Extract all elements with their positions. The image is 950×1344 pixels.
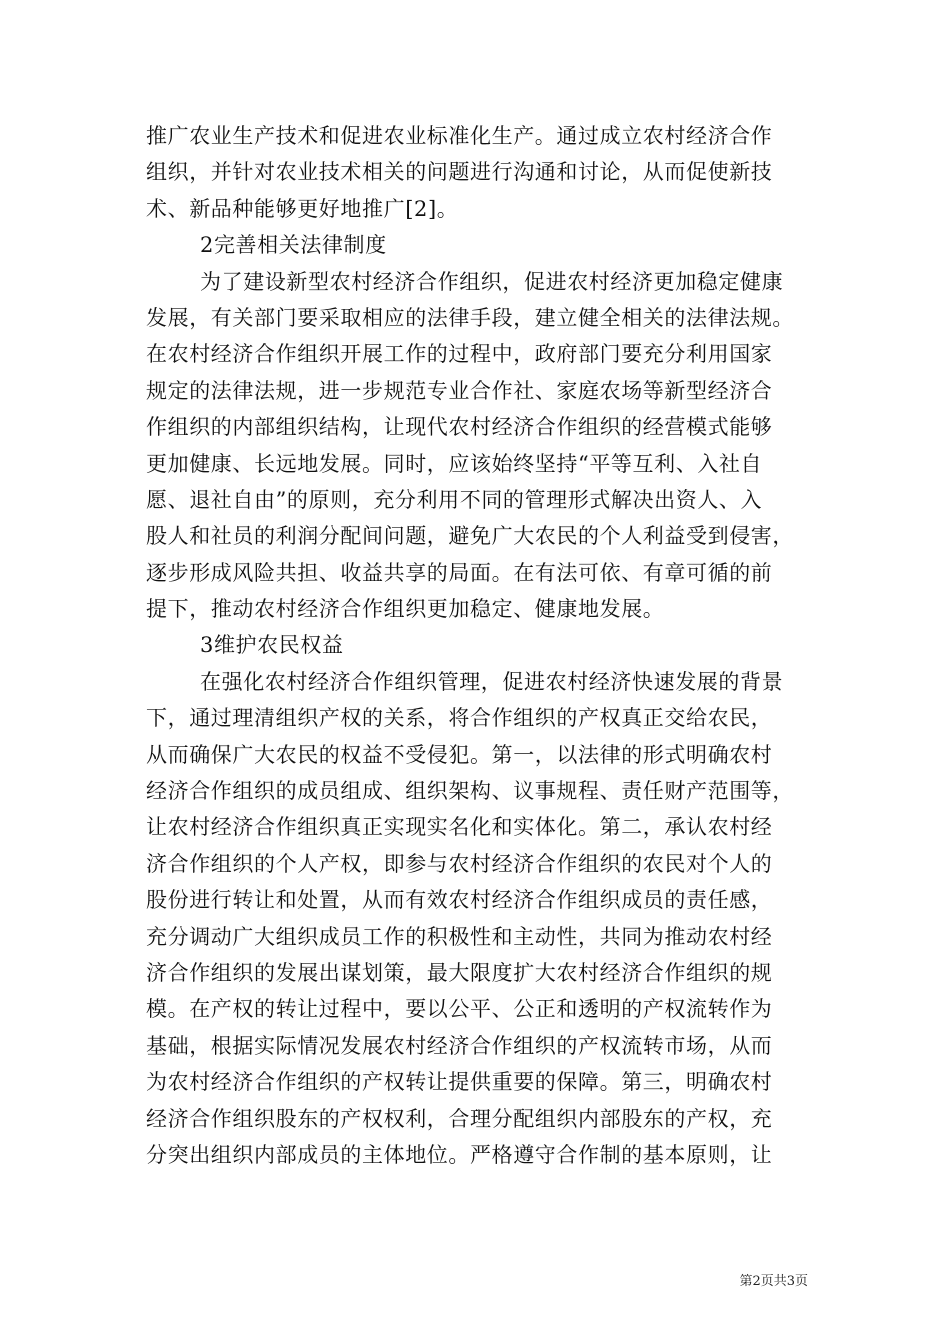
text-line: 从而确保广大农民的权益不受侵犯。第一，以法律的形式明确农村 [146, 742, 773, 767]
text-line: 股份进行转让和处置，从而有效农村经济合作组织成员的责任感， [146, 888, 773, 913]
text-line: 分突出组织内部成员的主体地位。严格遵守合作制的基本原则，让 [146, 1142, 773, 1167]
page-number-footer: 第2页共3页 [739, 1274, 808, 1289]
text-line: 经济合作组织股东的产权权利，合理分配组织内部股东的产权，充 [146, 1106, 773, 1131]
text-line: 下，通过理清组织产权的关系，将合作组织的产权真正交给农民， [146, 706, 773, 731]
text-line: 经济合作组织的成员组成、组织架构、议事规程、责任财产范围等， [146, 779, 794, 804]
text-line: 为农村经济合作组织的产权转让提供重要的保障。第三，明确农村 [146, 1070, 773, 1095]
text-line: 充分调动广大组织成员工作的积极性和主动性，共同为推动农村经 [146, 924, 773, 949]
text-line: 基础，根据实际情况发展农村经济合作组织的产权流转市场，从而 [146, 1033, 773, 1058]
text-line: 3维护农民权益 [200, 633, 344, 658]
text-line: 在农村经济合作组织开展工作的过程中，政府部门要充分利用国家 [146, 342, 773, 367]
text-line: 提下，推动农村经济合作组织更加稳定、健康地发展。 [146, 597, 665, 622]
text-line: 逐步形成风险共担、收益共享的局面。在有法可依、有章可循的前 [146, 560, 773, 585]
document-body [146, 118, 811, 1173]
text-line: 规定的法律法规，进一步规范专业合作社、家庭农场等新型经济合 [146, 378, 773, 403]
text-line: 济合作组织的发展出谋划策，最大限度扩大农村经济合作组织的规 [146, 960, 773, 985]
text-line: 模。在产权的转让过程中，要以公平、公正和透明的产权流转作为 [146, 997, 773, 1022]
text-line: 为了建设新型农村经济合作组织，促进农村经济更加稳定健康 [200, 269, 784, 294]
text-line: 更加健康、长远地发展。同时，应该始终坚持“平等互利、入社自 [146, 451, 763, 476]
text-line: 愿、退社自由”的原则，充分利用不同的管理形式解决出资人、入 [146, 487, 763, 512]
text-line: 组织，并针对农业技术相关的问题进行沟通和讨论，从而促使新技 [146, 160, 773, 185]
text-line: 术、新品种能够更好地推广[2]。 [146, 196, 459, 221]
text-line: 济合作组织的个人产权，即参与农村经济合作组织的农民对个人的 [146, 851, 773, 876]
text-line: 2完善相关法律制度 [200, 233, 387, 258]
text-line: 推广农业生产技术和促进农业标准化生产。通过成立农村经济合作 [146, 124, 773, 148]
text-line: 发展，有关部门要采取相应的法律手段，建立健全相关的法律法规。 [146, 305, 794, 330]
text-line: 让农村经济合作组织真正实现实名化和实体化。第二，承认农村经 [146, 815, 773, 840]
text-line: 作组织的内部组织结构，让现代农村经济合作组织的经营模式能够 [146, 415, 773, 440]
text-line: 股人和社员的利润分配间问题，避免广大农民的个人利益受到侵害， [146, 524, 794, 549]
text-line: 在强化农村经济合作组织管理，促进农村经济快速发展的背景 [200, 669, 784, 694]
